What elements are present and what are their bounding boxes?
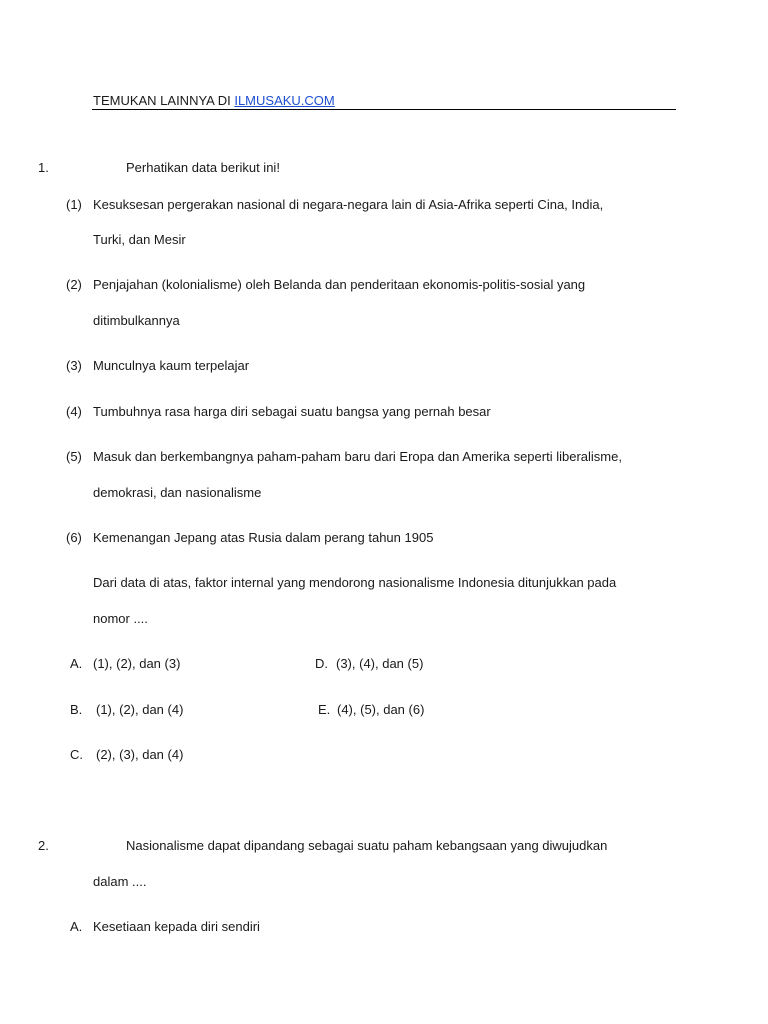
question-1-stem-line2: nomor .... — [93, 611, 148, 626]
item-3-number: (3) — [66, 358, 82, 373]
option-d-text[interactable]: (3), (4), dan (5) — [336, 656, 424, 671]
item-4-number: (4) — [66, 404, 82, 419]
item-5-number: (5) — [66, 449, 82, 464]
option-b-text[interactable]: (1), (2), dan (4) — [96, 702, 184, 717]
question-2-prompt-line2: dalam .... — [93, 874, 147, 889]
item-2-number: (2) — [66, 277, 82, 292]
option-e-letter: E. — [318, 702, 331, 717]
item-6-text: Kemenangan Jepang atas Rusia dalam perang tahun 1905 — [93, 530, 434, 545]
item-3-text: Munculnya kaum terpelajar — [93, 358, 250, 373]
option-b-letter: B. — [70, 702, 83, 717]
header-line — [93, 93, 335, 109]
source-link[interactable]: ILMUSAKU.COM — [234, 93, 335, 108]
header-prefix: TEMUKAN LAINNYA DI — [93, 93, 235, 108]
item-2-text-line2: ditimbulkannya — [93, 313, 180, 328]
option-a-text[interactable]: (1), (2), dan (3) — [93, 656, 181, 671]
option-c-letter: C. — [70, 747, 83, 762]
option-d-letter: D. — [315, 656, 328, 671]
item-6-number: (6) — [66, 530, 82, 545]
item-2-text-line1: Penjajahan (kolonialisme) oleh Belanda dan penderitaan ekonomis-politis-sosial yang — [93, 277, 586, 292]
item-4-text: Tumbuhnya rasa harga diri sebagai suatu bangsa yang pernah besar — [93, 404, 491, 419]
question-2-prompt-line1: Nasionalisme dapat dipandang sebagai suatu paham kebangsaan yang diwujudkan — [126, 838, 608, 853]
header-divider — [92, 109, 676, 110]
q2-option-a-text[interactable]: Kesetiaan kepada diri sendiri — [93, 919, 260, 934]
option-e-text[interactable]: (4), (5), dan (6) — [337, 702, 425, 717]
item-1-text-line1: Kesuksesan pergerakan nasional di negara-negara lain di Asia-Afrika seperti Cina, India, — [93, 197, 604, 212]
option-c-text[interactable]: (2), (3), dan (4) — [96, 747, 184, 762]
question-1-stem-line1: Dari data di atas, faktor internal yang mendorong nasionalisme Indonesia ditunjukkan pada — [93, 575, 617, 590]
item-5-text-line1: Masuk dan berkembangnya paham-paham baru dari Eropa dan Amerika seperti liberalisme, — [93, 449, 622, 464]
item-5-text-line2: demokrasi, dan nasionalisme — [93, 485, 262, 500]
question-1-prompt: Perhatikan data berikut ini! — [126, 160, 280, 175]
item-1-number: (1) — [66, 197, 82, 212]
item-1-text-line2: Turki, dan Mesir — [93, 232, 186, 247]
question-1-number: 1. — [38, 160, 49, 175]
q2-option-a-letter: A. — [70, 919, 83, 934]
option-a-letter: A. — [70, 656, 83, 671]
question-2-number: 2. — [38, 838, 49, 853]
